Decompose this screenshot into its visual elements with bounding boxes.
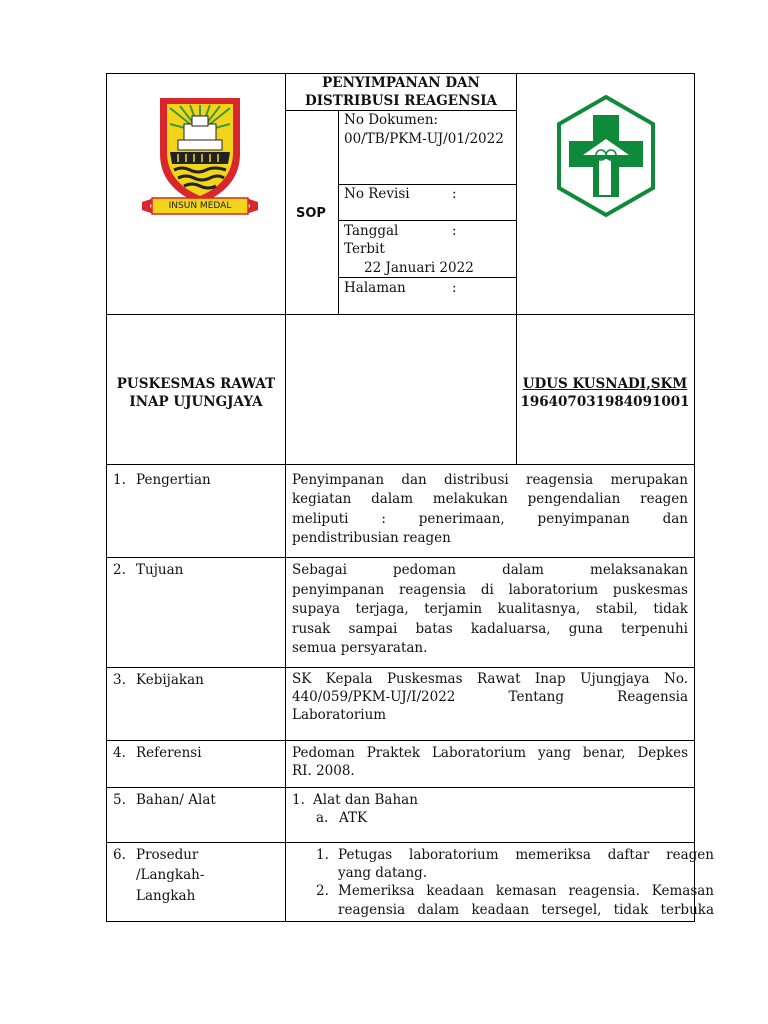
institution-name-line2: INAP UJUNGJAYA: [129, 394, 263, 410]
section-text-line: supaya terjaga, terjamin kualitasnya, stabil, tidak: [292, 601, 688, 617]
section-text-line: Sebagai pedoman dalam melaksanakan: [292, 562, 688, 578]
terbit-value: 22 Januari 2022: [364, 260, 474, 276]
section-number: 2.: [113, 562, 126, 578]
section-text-line: Penyimpanan dan distribusi reagensia merupakan: [292, 472, 688, 488]
head-name: UDUS KUSNADI,SKM: [522, 376, 688, 392]
section-number: 4.: [113, 745, 126, 761]
divider-col-1: [285, 73, 286, 922]
section-label-line: Prosedur: [136, 847, 199, 863]
halaman-colon: :: [452, 280, 457, 296]
section-label-line: Langkah: [136, 888, 196, 904]
tanggal-colon: :: [452, 223, 457, 239]
head-nip: 196407031984091001: [520, 394, 690, 410]
divider-section-5: [106, 842, 695, 843]
sub-item-letter: a.: [316, 810, 329, 826]
divider-header: [106, 314, 695, 315]
step-number: 2.: [316, 883, 329, 899]
section-text-line: Pedoman Praktek Laboratorium yang benar, Depkes: [292, 745, 688, 761]
no-revisi-label: No Revisi: [344, 186, 410, 202]
section-number: 6.: [113, 847, 126, 863]
section-text-line: penyimpanan reagensia di laboratorium puskesmas: [292, 582, 688, 598]
sub-item-text: ATK: [339, 810, 368, 826]
no-dokumen-value: 00/TB/PKM-UJ/01/2022: [344, 131, 504, 147]
section-number: 3.: [113, 672, 126, 688]
divider-no-revisi: [338, 220, 516, 221]
list-item-number: 1.: [292, 792, 305, 808]
halaman-label: Halaman: [344, 280, 406, 296]
terbit-label: Terbit: [344, 241, 385, 257]
table-border-bottom: [106, 921, 695, 922]
section-number: 5.: [113, 792, 126, 808]
step-number: 1.: [316, 847, 329, 863]
section-text-line: 440/059/PKM-UJ/I/2022 Tentang Reagensia: [292, 689, 688, 705]
divider-section-2: [106, 667, 695, 668]
step-text-line: Memeriksa keadaan kemasan reagensia. Kemasan: [338, 883, 714, 899]
section-label: Pengertian: [136, 472, 211, 488]
section-text-line: RI. 2008.: [292, 763, 355, 779]
section-label: Tujuan: [136, 562, 184, 578]
step-text-line: reagensia dalam keadaan tersegel, tidak terbuka: [338, 902, 714, 918]
institution-name-line1: PUSKESMAS RAWAT: [116, 376, 276, 392]
list-item-text: Alat dan Bahan: [313, 792, 418, 808]
document-title: PENYIMPANAN DAN DISTRIBUSI REAGENSIA: [305, 75, 497, 109]
step-text-line: Petugas laboratorium memeriksa daftar reagen: [338, 847, 714, 863]
no-revisi-colon: :: [452, 186, 457, 202]
divider-col-2: [516, 73, 517, 464]
tanggal-label: Tanggal: [344, 223, 399, 239]
section-number: 1.: [113, 472, 126, 488]
section-label: Kebijakan: [136, 672, 204, 688]
divider-section-3: [106, 740, 695, 741]
section-label: Referensi: [136, 745, 202, 761]
section-text-line: kegiatan dalam melakukan pengendalian reagen: [292, 491, 688, 507]
divider-signature: [106, 464, 695, 465]
puskesmas-logo-icon: [553, 93, 659, 219]
table-border-left: [106, 73, 107, 922]
table-border-right: [694, 73, 695, 922]
section-label: Bahan/ Alat: [136, 792, 216, 808]
section-text-line: Laboratorium: [292, 707, 387, 723]
logo-banner-text: INSUN MEDAL: [168, 201, 232, 211]
divider-section-4: [106, 787, 695, 788]
divider-section-1: [106, 557, 695, 558]
section-text-line: semua persyaratan.: [292, 640, 428, 656]
sop-label: SOP: [296, 206, 326, 221]
section-text-line: SK Kepala Puskesmas Rawat Inap Ujungjaya No.: [292, 671, 688, 687]
step-text-line: yang datang.: [338, 865, 428, 881]
section-text-line: pendistribusian reagen: [292, 530, 451, 546]
no-dokumen-label: No Dokumen:: [344, 112, 439, 128]
section-text-line: meliputi : penerimaan, penyimpanan dan: [292, 511, 688, 527]
divider-sop: [338, 110, 339, 314]
section-label-line: /Langkah-: [136, 867, 205, 883]
section-text-line: rusak sampai batas kadaluarsa, guna terpenuhi: [292, 621, 688, 637]
